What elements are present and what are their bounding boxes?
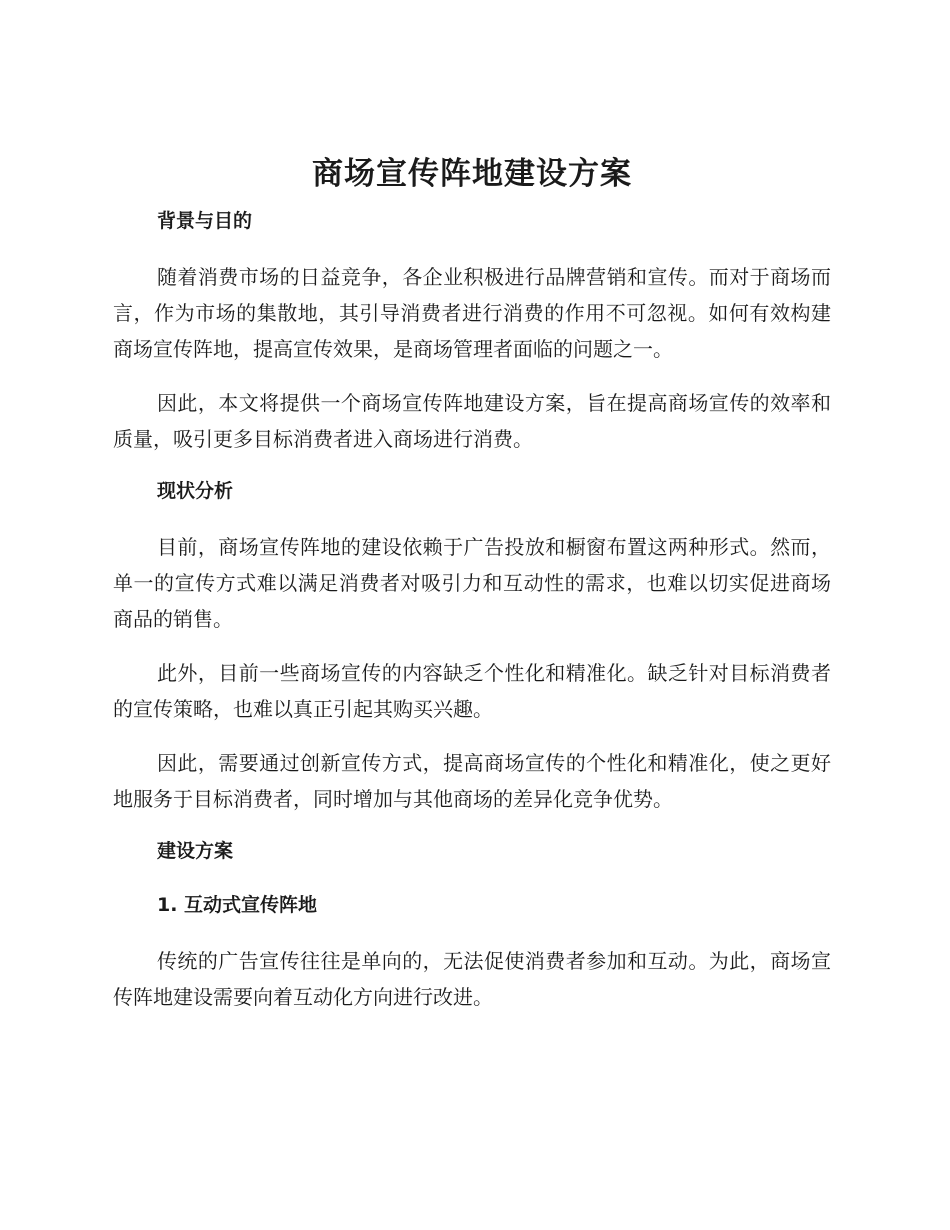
subsection-heading-interactive: 1. 互动式宣传阵地 <box>157 894 318 916</box>
paragraph: 随着消费市场的日益竞争，各企业积极进行品牌营销和宣传。而对于商场而言，作为市场的集散地，其引导消费者进行消费的作用不可忽视。如何有效构建商场宣传阵地，提高宣传效果，是商场管理者面临的问题之一。 <box>113 265 831 361</box>
document-page <box>113 148 831 1015</box>
section-heading-background: 背景与目的 <box>157 210 253 232</box>
paragraph: 目前，商场宣传阵地的建设依赖于广告投放和橱窗布置这两种形式。然而，单一的宣传方式难以满足消费者对吸引力和互动性的需求，也难以切实促进商场商品的销售。 <box>113 535 831 631</box>
paragraph: 此外，目前一些商场宣传的内容缺乏个性化和精准化。缺乏针对目标消费者的宣传策略，也难以真正引起其购买兴趣。 <box>113 661 831 721</box>
document-title: 商场宣传阵地建设方案 <box>312 156 632 192</box>
paragraph: 传统的广告宣传往往是单向的，无法促使消费者参加和互动。为此，商场宣传阵地建设需要向着互动化方向进行改进。 <box>113 949 831 1009</box>
section-heading-plan: 建设方案 <box>157 840 234 862</box>
paragraph: 因此，本文将提供一个商场宣传阵地建设方案，旨在提高商场宣传的效率和质量，吸引更多目标消费者进入商场进行消费。 <box>113 391 831 451</box>
paragraph: 因此，需要通过创新宣传方式，提高商场宣传的个性化和精准化，使之更好地服务于目标消费者，同时增加与其他商场的差异化竞争优势。 <box>113 751 831 811</box>
section-heading-analysis: 现状分析 <box>157 480 234 502</box>
